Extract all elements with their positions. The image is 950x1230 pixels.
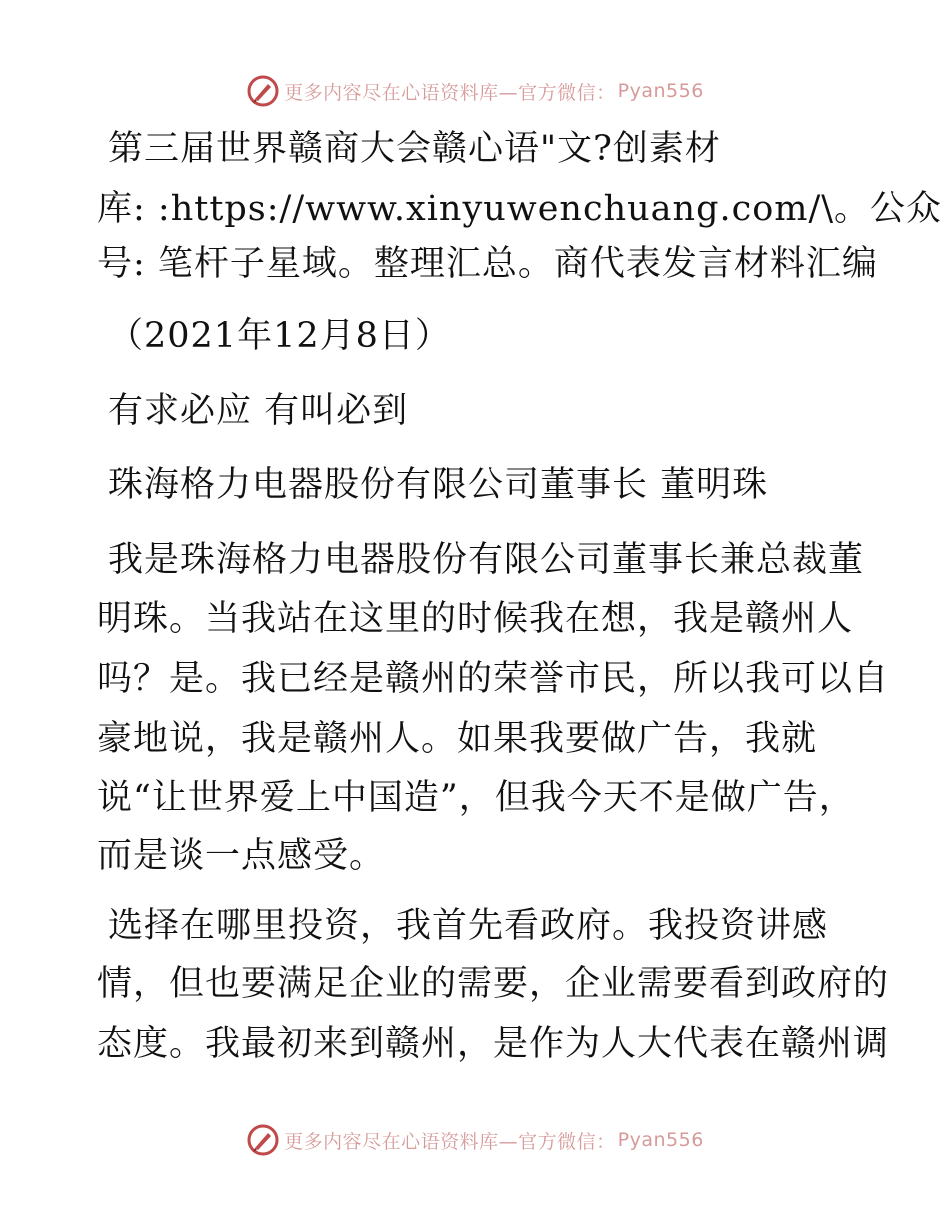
date-line: （2021年12月8日） [108, 316, 451, 356]
title-line-1: 第三届世界赣商大会赣心语"文?创素材 [108, 129, 721, 169]
watermark-text: 更多内容尽在心语资料库—官方微信： [284, 1130, 616, 1153]
speaker-line: 珠海格力电器股份有限公司董事长 董明珠 [108, 465, 769, 505]
para1-line-3: 吗？是。我已经是赣州的荣誉市民，所以我可以自 [97, 659, 890, 699]
watermark-account: Pyan556 [617, 1129, 704, 1151]
para2-line-3: 态度。我最初来到赣州，是作为人大代表在赣州调 [97, 1024, 890, 1064]
para1-line-5: 说“让世界爱上中国造”，但我今天不是做广告， [97, 778, 855, 818]
watermark-text: 更多内容尽在心语资料库—官方微信： [284, 81, 616, 104]
para1-line-6: 而是谈一点感受。 [97, 836, 386, 876]
para1-line-4: 豪地说，我是赣州人。如果我要做广告，我就 [97, 719, 818, 759]
para1-line-1: 我是珠海格力电器股份有限公司董事长兼总裁董 [108, 540, 865, 580]
footer-watermark [0, 1123, 950, 1157]
header-watermark [0, 74, 950, 108]
watermark-account: Pyan556 [617, 80, 704, 102]
pen-logo-icon [246, 1123, 280, 1157]
pen-logo-icon [246, 74, 280, 108]
subtitle: 有求必应 有叫必到 [108, 391, 409, 431]
para2-line-2: 情，但也要满足企业的需要，企业需要看到政府的 [97, 964, 890, 1004]
para1-line-2: 明珠。当我站在这里的时候我在想，我是赣州人 [97, 599, 854, 639]
para2-line-1: 选择在哪里投资，我首先看政府。我投资讲感 [108, 906, 829, 946]
title-line-2: 库: :https://www.xinyuwenchuang.com/\。公众 [97, 189, 943, 229]
title-line-3: 号: 笔杆子星域。整理汇总。商代表发言材料汇编 [97, 244, 878, 284]
